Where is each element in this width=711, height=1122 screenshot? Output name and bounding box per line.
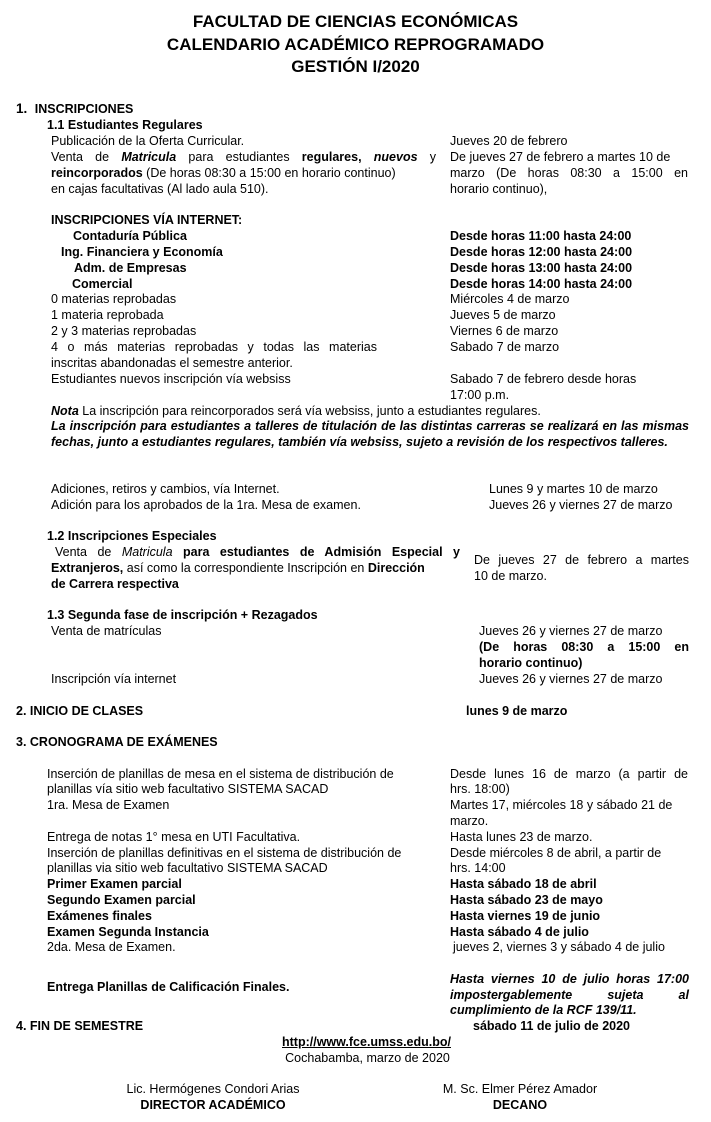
reprob-label: 0 materias reprobadas [51,292,177,306]
exam-date: Hasta viernes 19 de junio [450,909,601,923]
inscripcion-internet-date: Jueves 26 y viernes 27 de marzo [479,672,663,686]
especial-date-line2: 10 de marzo. [474,569,547,583]
section-2-date: lunes 9 de marzo [466,704,568,718]
mesa1-date2: marzo. [450,814,489,828]
career-time: Desde horas 13:00 hasta 24:00 [450,261,633,275]
venta-line3: en cajas facultativas (Al lado aula 510). [51,182,269,196]
especial-text: para estudiantes de Admisión Especial y [172,545,460,559]
career-time: Desde horas 14:00 hasta 24:00 [450,277,633,291]
signature-1-name: Lic. Hermógenes Condori Arias [126,1082,300,1096]
mesa1-date1: Martes 17, miércoles 18 y sábado 21 de [450,798,673,812]
oferta-date: Jueves 20 de febrero [450,134,568,148]
nota-label: Nota [51,404,79,418]
place-date: Cochabamba, marzo de 2020 [285,1051,450,1065]
entrega-label: Entrega Planillas de Calificación Finales. [47,980,290,994]
career-time: Desde horas 11:00 hasta 24:00 [450,229,632,243]
career-time: Desde horas 12:00 hasta 24:00 [450,245,633,259]
section-1-number: 1. [16,101,28,116]
subsection-1-3: 1.3 Segunda fase de inscripción + Rezagados [47,608,318,622]
venta-hours-text: (De horas 08:30 a 15:00 en horario continuo) [142,166,396,180]
matricula-text: Matricula [121,150,177,164]
nuevos-text: nuevos [373,150,418,164]
notas-label: Entrega de notas 1° mesa en UTI Facultativa. [47,830,301,844]
career-name: Adm. de Empresas [74,261,187,275]
section-4-date: sábado 11 de julio de 2020 [473,1019,631,1033]
venta-date-line2: marzo (De horas 08:30 a 15:00 en [450,166,688,180]
reprob-date: Miércoles 4 de marzo [450,292,570,306]
insercion2-line2: planillas via sitio web facultativo SISTEMA SACAD [47,861,328,875]
insercion2-date2: hrs. 14:00 [450,861,506,875]
venta-date-line3: horario continuo), [450,182,548,196]
especial-line1 [55,545,460,561]
adicion-date: Jueves 26 y viernes 27 de marzo [489,498,673,512]
mesa2-date: jueves 2, viernes 3 y sábado 4 de julio [453,940,665,954]
insercion1-date2: hrs. 18:00) [450,782,510,796]
exam-label: Primer Examen parcial [47,877,182,891]
venta-text: para estudiantes [176,150,302,164]
career-name: Contaduría Pública [73,229,187,243]
reprob-label: 2 y 3 materias reprobadas [51,324,197,338]
calendar-title: CALENDARIO ACADÉMICO REPROGRAMADO [166,35,545,54]
matricula-text: Matricula [121,545,173,559]
venta-matriculas-label: Venta de matrículas [51,624,162,638]
nuevos-date-line2: 17:00 p.m. [450,388,510,402]
signature-1-role: DIRECTOR ACADÉMICO [140,1098,286,1112]
exam-label: Exámenes finales [47,909,152,923]
reprob-date: Sabado 7 de marzo [450,340,560,354]
signature-2-name: M. Sc. Elmer Pérez Amador [442,1082,598,1096]
reprob-label: 1 materia reprobada [51,308,164,322]
exam-date: Hasta sábado 18 de abril [450,877,597,891]
reprob-label-cont: inscritas abandonadas el semestre anterior. [51,356,293,370]
reprob-label: 4 o más materias reprobadas y todas las materias [51,340,377,354]
especial-text: Venta de [55,545,122,559]
insercion2-date1: Desde miércoles 8 de abril, a partir de [450,846,662,860]
faculty-url-link[interactable]: http://www.fce.umss.edu.bo/ [282,1035,451,1049]
career-name: Comercial [72,277,133,291]
adicion-label: Adición para los aprobados de la 1ra. Mesa de examen. [51,498,361,512]
venta-text: y [417,150,437,164]
mesa1-label: 1ra. Mesa de Examen [47,798,170,812]
especial-date-line1: De jueves 27 de febrero a martes [474,553,689,567]
insercion1-date1: Desde lunes 16 de marzo (a partir de [450,767,688,781]
reprob-date: Jueves 5 de marzo [450,308,556,322]
extranjeros-text: Extranjeros, [51,561,124,575]
nuevos-date-line1: Sabado 7 de febrero desde horas [450,372,637,386]
venta-line2 [51,166,396,182]
oferta-label: Publicación de la Oferta Curricular. [51,134,245,148]
venta-matriculas-date1: Jueves 26 y viernes 27 de marzo [479,624,663,638]
reprob-date: Viernes 6 de marzo [450,324,559,338]
nota [51,404,541,420]
venta-line1 [51,150,436,166]
entrega-date: Hasta viernes 10 de julio horas 17:00 impostergablemente sujeta al cumplimiento de la RCF 139/11. [450,972,689,1017]
venta-date-line1: De jueves 27 de febrero a martes 10 de [450,150,671,164]
venta-text: Venta de [51,150,122,164]
internet-heading: INSCRIPCIONES VÍA INTERNET: [51,213,243,227]
especial-line2 [51,561,425,577]
exam-label: Segundo Examen parcial [47,893,196,907]
section-4-title: 4. FIN DE SEMESTRE [16,1019,144,1033]
faculty-title: FACULTAD DE CIENCIAS ECONÓMICAS [192,12,519,31]
insercion1-line2: planillas vía sitio web facultativo SISTEMA SACAD [47,782,329,796]
especial-line3: de Carrera respectiva [51,577,179,591]
signature-2-role: DECANO [492,1098,548,1112]
nuevos-label: Estudiantes nuevos inscripción vía websiss [51,372,291,386]
exam-label: Examen Segunda Instancia [47,925,209,939]
exam-date: Hasta sábado 4 de julio [450,925,589,939]
section-1-title: INSCRIPCIONES [34,102,134,116]
venta-matriculas-date3: horario continuo) [479,656,583,670]
subsection-1-2: 1.2 Inscripciones Especiales [47,529,217,543]
nota-text: La inscripción para reincorporados será vía websiss, junto a estudiantes regulares. [78,404,541,418]
career-name: Ing. Financiera y Economía [61,245,223,259]
space [362,150,374,164]
especial-text: así como la correspondiente Inscripción en [123,561,368,575]
talleres-note: La inscripción para estudiantes a talleres de titulación de las distintas carreras se realizará en las mismas fechas, junto a estudiantes regulares, también vía websiss, sujeto a revisión de los respectivos talleres. [51,419,689,449]
direccion-text: Dirección [367,561,425,575]
adiciones-date: Lunes 9 y martes 10 de marzo [489,482,658,496]
insercion2-line1: Inserción de planillas definitivas en el sistema de distribución de [47,846,402,860]
reincorporados-text: reincorporados [51,166,143,180]
mesa2-label: 2da. Mesa de Examen. [47,940,176,954]
section-2-title: 2. INICIO DE CLASES [16,704,144,718]
exam-date: Hasta sábado 23 de mayo [450,893,603,907]
section-1-heading [16,101,133,118]
regulares-text: regulares, [301,150,362,164]
subsection-1-1: 1.1 Estudiantes Regulares [47,118,203,132]
insercion1-line1: Inserción de planillas de mesa en el sistema de distribución de [47,767,394,781]
inscripcion-internet-label: Inscripción vía internet [51,672,177,686]
term-title: GESTIÓN I/2020 [291,57,420,76]
adiciones-label: Adiciones, retiros y cambios, vía Internet. [51,482,280,496]
section-3-title: 3. CRONOGRAMA DE EXÁMENES [16,735,218,749]
venta-matriculas-date2: (De horas 08:30 a 15:00 en [479,640,689,654]
notas-date: Hasta lunes 23 de marzo. [450,830,593,844]
